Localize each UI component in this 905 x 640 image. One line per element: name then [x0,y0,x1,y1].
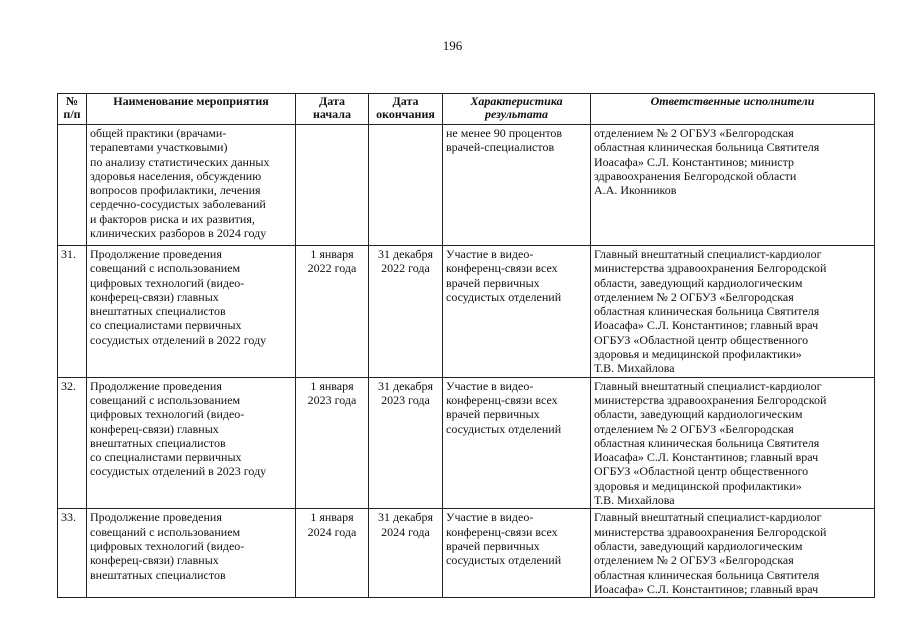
header-number: № п/п [58,94,87,125]
row-number: 32. [58,377,87,509]
page-number: 196 [442,38,463,53]
header-start-date: Дата начала [296,94,369,125]
table-row [58,377,875,509]
event-name: Продолжение проведения совещаний с использованием цифровых технологий (видео- конферец-связи) главных внештатных специалистов [87,509,296,598]
result-description: Участие в видео- конференц-связи всех врачей первичных сосудистых отделений [443,377,591,509]
result-description: не менее 90 процентов врачей-специалистов [443,125,591,246]
responsible-executors: отделением № 2 ОГБУЗ «Белгородская областная клиническая больница Святителя Иоасафа» С.Л. Константинов; министр здравоохранения Белгородской области А.А. Иконников [591,125,875,246]
result-description: Участие в видео- конференц-связи всех врачей первичных сосудистых отделений [443,509,591,598]
end-date: 31 декабря 2022 года [369,246,443,378]
table-row [58,246,875,378]
start-date [296,125,369,246]
row-number: 33. [58,509,87,598]
header-result: Характеристика результата [443,94,591,125]
header-end-date: Дата окончания [369,94,443,125]
responsible-executors: Главный внештатный специалист-кардиолог министерства здравоохранения Белгородской области, заведующий кардиологическим отделением № 2 ОГБУЗ «Белгородская областная клиническая больница Святителя Иоасафа» С.Л. Константинов; главный врач ОГБУЗ «Областной центр общественного здоровья и медицинской профилактики» Т.В. Михайлова [591,377,875,509]
header-event-name: Наименование мероприятия [87,94,296,125]
row-number [58,125,87,246]
responsible-executors: Главный внештатный специалист-кардиолог министерства здравоохранения Белгородской области, заведующий кардиологическим отделением № 2 ОГБУЗ «Белгородская областная клиническая больница Святителя Иоасафа» С.Л. Константинов; главный врач [591,509,875,598]
row-number: 31. [58,246,87,378]
table-header-row [58,94,875,125]
header-executors: Ответственные исполнители [591,94,875,125]
end-date: 31 декабря 2024 года [369,509,443,598]
event-name: Продолжение проведения совещаний с использованием цифровых технологий (видео- конферец-связи) главных внештатных специалистов со специалистами первичных сосудистых отделений в 2023 году [87,377,296,509]
end-date [369,125,443,246]
events-table [57,93,875,598]
event-name: Продолжение проведения совещаний с использованием цифровых технологий (видео- конферец-связи) главных внештатных специалистов со специалистами первичных сосудистых отделений в 2022 году [87,246,296,378]
start-date: 1 января 2022 года [296,246,369,378]
table-row [58,509,875,598]
start-date: 1 января 2024 года [296,509,369,598]
end-date: 31 декабря 2023 года [369,377,443,509]
table-row [58,125,875,246]
event-name: общей практики (врачами- терапевтами участковыми) по анализу статистических данных здоровья населения, обсуждению вопросов профилактики, лечения сердечно-сосудистых заболеваний и факторов риска и их развития, клинических разборов в 2024 году [87,125,296,246]
start-date: 1 января 2023 года [296,377,369,509]
result-description: Участие в видео- конференц-связи всех врачей первичных сосудистых отделений [443,246,591,378]
responsible-executors: Главный внештатный специалист-кардиолог министерства здравоохранения Белгородской области, заведующий кардиологическим отделением № 2 ОГБУЗ «Белгородская областная клиническая больница Святителя Иоасафа» С.Л. Константинов; главный врач ОГБУЗ «Областной центр общественного здоровья и медицинской профилактики» Т.В. Михайлова [591,246,875,378]
